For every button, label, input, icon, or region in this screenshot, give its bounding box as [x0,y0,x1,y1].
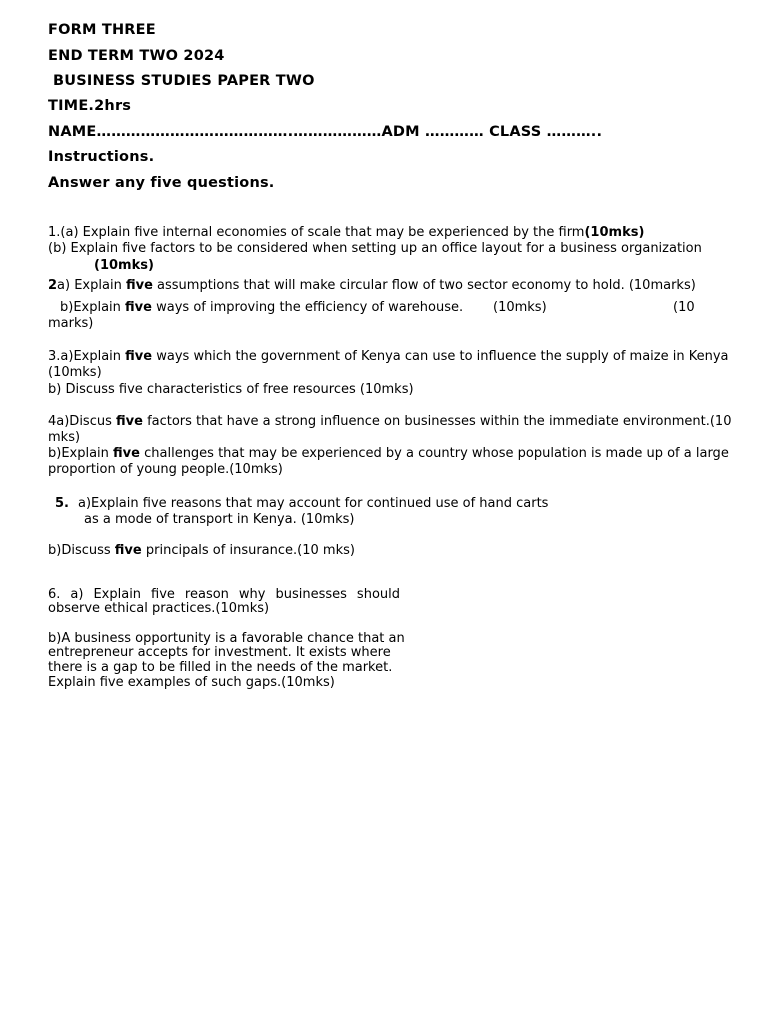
question-2a-text-end: assumptions that will make circular flow of two sector economy to hold. (10marks) [152,278,696,293]
question-4a-text-end: factors that have a strong influence on businesses within the immediate environment.(10 [142,414,732,429]
question-5b-text-start: b)Discuss [48,543,115,558]
question-2a-emphasis: five [125,278,153,293]
question-2b-marks-extra: (10 [673,300,695,315]
question-3a-marks: (10mks) [48,365,102,380]
question-5-number: 5. [55,496,69,511]
question-6a-line-1: 6. a) Explain five reason why businesses should [48,587,400,602]
question-4b [48,446,728,462]
paper-title: BUSINESS STUDIES PAPER TWO [53,73,315,89]
exam-time: TIME.2hrs [48,98,132,114]
question-4b-emphasis: five [113,446,140,461]
question-2b-emphasis: five [125,300,152,315]
question-2b-marks: (10mks) [493,300,547,315]
student-details-line: NAME………………………………….………………ADM ………… CLASS ……….. [48,124,603,140]
question-1b-marks: (10mks) [94,258,154,273]
question-5a: a)Explain five reasons that may account for continued use of hand carts [78,496,549,511]
exam-term: END TERM TWO 2024 [48,48,225,64]
question-5b-text-end: principals of insurance.(10 mks) [141,543,355,558]
question-2a [48,278,728,294]
question-6b-line-3: there is a gap to be filled in the needs of the market. [48,660,393,675]
question-4a [48,414,732,430]
question-2a-text-start: a) Explain [57,278,126,293]
question-6b-line-1: b)A business opportunity is a favorable chance that an [48,631,405,646]
question-2-number: 2 [48,278,58,293]
question-2b-text-end: ways of improving the efficiency of warehouse. [151,300,464,315]
question-4a-text-start: 4a)Discus [48,414,116,429]
question-4b-cont: proportion of young people.(10mks) [48,462,283,477]
question-2b-marks-cont: marks) [48,316,94,331]
question-6b-line-2: entrepreneur accepts for investment. It exists where [48,645,391,660]
question-3a-text-start: 3.a)Explain [48,349,126,364]
question-3a-emphasis: five [125,349,153,364]
instructions-heading: Instructions. [48,149,155,165]
question-2b-text-start: b)Explain [60,300,126,315]
question-5b-emphasis: five [114,543,142,558]
question-1b: (b) Explain five factors to be considered when setting up an office layout for a business organization [48,241,702,256]
question-1a-marks: (10mks) [584,225,645,240]
question-5a-cont: as a mode of transport in Kenya. (10mks) [84,512,355,527]
question-4a-marks: mks) [48,430,81,445]
question-6a-line-2: observe ethical practices.(10mks) [48,601,270,616]
question-2b [60,300,740,316]
question-1a [48,225,728,241]
question-3a [48,349,728,365]
question-5b [48,543,728,559]
question-3b: b) Discuss five characteristics of free resources (10mks) [48,382,414,397]
question-4b-text-start: b)Explain [48,446,114,461]
question-6b-line-4: Explain five examples of such gaps.(10mks) [48,675,335,690]
question-4a-emphasis: five [116,414,143,429]
form-level: FORM THREE [48,22,156,38]
instructions-text: Answer any five questions. [48,175,275,191]
question-4b-text-end: challenges that may be experienced by a country whose population is made up of a large [139,446,729,461]
question-3a-text-end: ways which the government of Kenya can use to influence the supply of maize in Kenya [152,349,729,364]
question-1a-text: 1.(a) Explain five internal economies of scale that may be experienced by the firm [48,225,585,240]
